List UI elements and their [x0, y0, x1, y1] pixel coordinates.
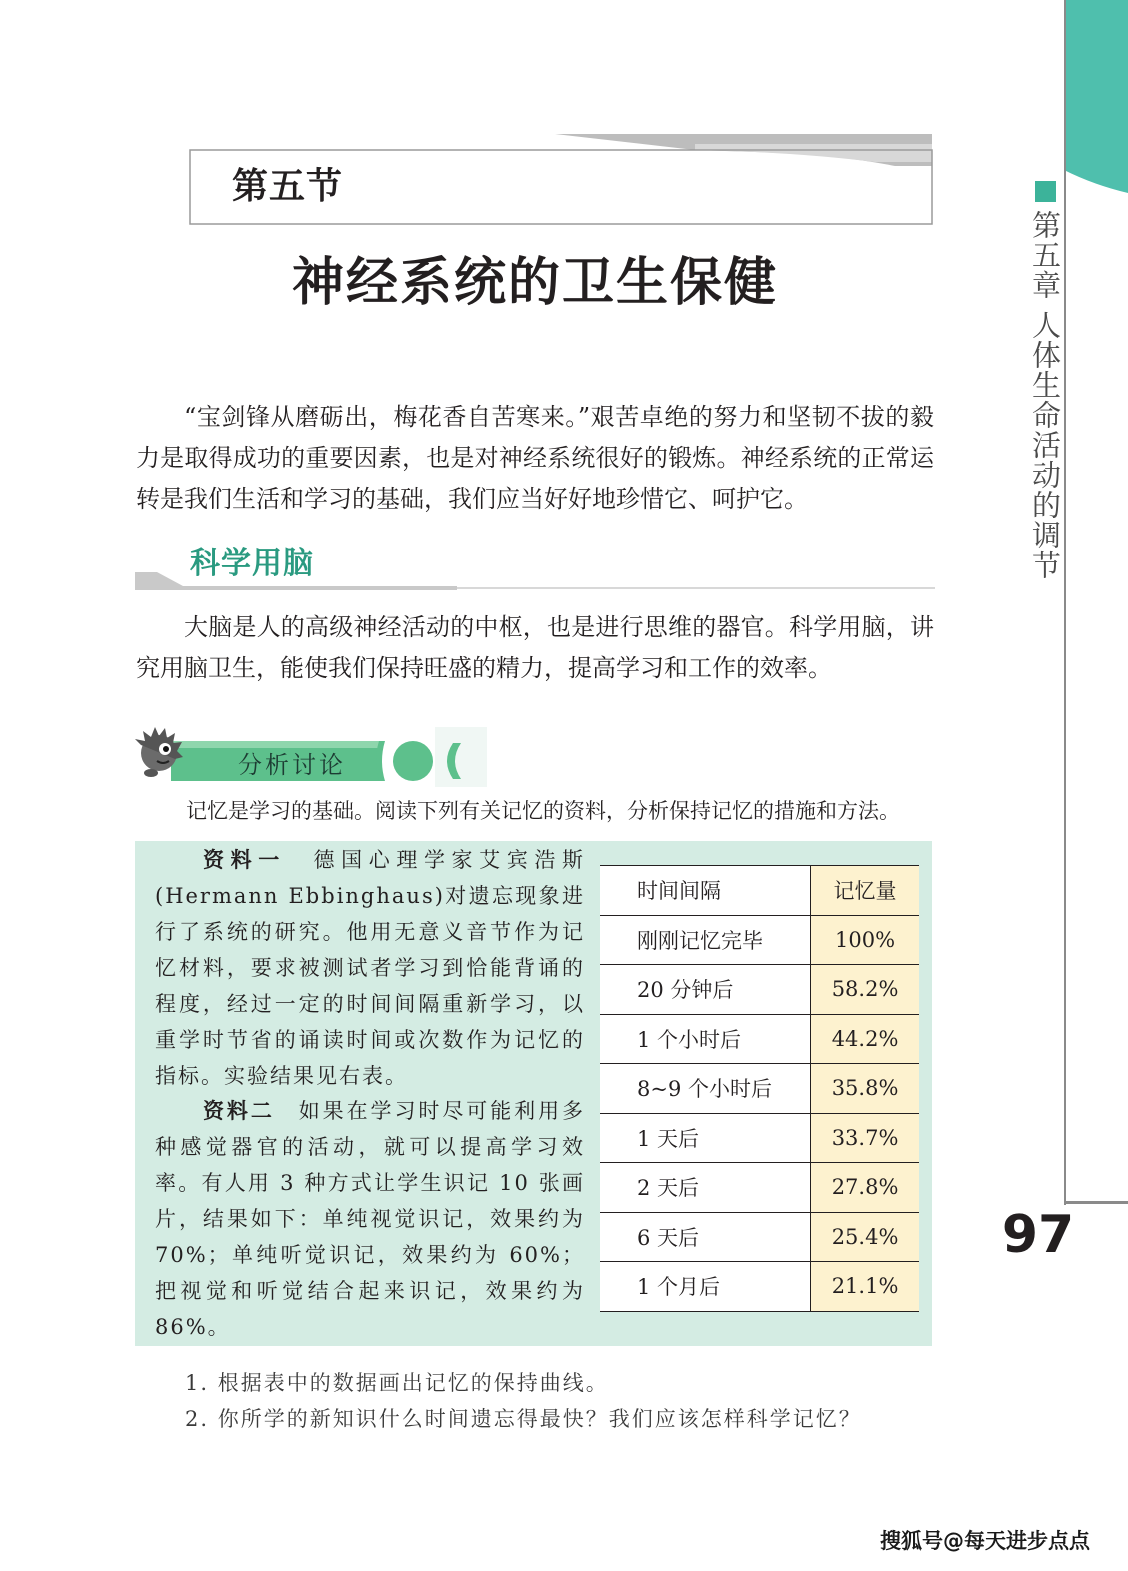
table-row — [600, 1064, 919, 1114]
retention-cell: 33.7% — [811, 1113, 919, 1163]
material-one-lead: 资料一 — [203, 847, 286, 872]
table-row — [600, 1113, 919, 1163]
interval-cell: 20 分钟后 — [600, 965, 811, 1015]
material-two-lead: 资料二 — [203, 1098, 275, 1123]
table-row — [600, 965, 919, 1015]
retention-cell: 100% — [811, 915, 919, 965]
subheading-science-brain: 科学用脑 — [190, 546, 314, 581]
retention-cell: 21.1% — [811, 1262, 919, 1312]
material-one-text: 德国心理学家艾宾浩斯(Hermann Ebbinghaus)对遗忘现象进行了系统的研究。他用无意义音节作为记忆材料，要求被测试者学习到恰能背诵的程度，经过一定的时间间隔重新学习，以重学时节省的诵读时间或次数作为记忆的指标。实验结果见右表。 — [155, 848, 586, 1088]
science-brain-paragraph: 大脑是人的高级神经活动的中枢，也是进行思维的器官。科学用脑，讲究用脑卫生，能使我们保持旺盛的精力，提高学习和工作的效率。 — [136, 613, 934, 682]
page-number: 97 — [1001, 1205, 1075, 1265]
question-1: 1. 根据表中的数据画出记忆的保持曲线。 — [185, 1371, 609, 1395]
retention-cell: 35.8% — [811, 1064, 919, 1114]
interval-cell: 2 天后 — [600, 1163, 811, 1213]
interval-cell: 8~9 个小时后 — [600, 1064, 811, 1114]
retention-cell: 27.8% — [811, 1163, 919, 1213]
retention-cell: 44.2% — [811, 1014, 919, 1064]
discussion-badge-label: 分析讨论 — [238, 751, 346, 779]
interval-cell: 刚刚记忆完毕 — [600, 915, 811, 965]
table-row — [600, 1163, 919, 1213]
material-two — [155, 1093, 585, 1345]
table-row — [600, 1262, 919, 1312]
discussion-intro: 记忆是学习的基础。阅读下列有关记忆的资料，分析保持记忆的措施和方法。 — [186, 799, 900, 823]
table-row — [600, 1014, 919, 1064]
intro-paragraph: “宝剑锋从磨砺出，梅花香自苦寒来。”艰苦卓绝的努力和坚韧不拔的毅力是取得成功的重要因素，也是对神经系统很好的锻炼。神经系统的正常运转是我们生活和学习的基础，我们应当好好地珍惜它、呵护它。 — [136, 403, 934, 513]
section-title: 神经系统的卫生保健 — [291, 253, 778, 313]
page-number-rule — [1064, 1201, 1128, 1204]
chapter-side-tab — [1064, 0, 1128, 1205]
retention-cell: 25.4% — [811, 1212, 919, 1262]
interval-cell: 1 个小时后 — [600, 1014, 811, 1064]
chapter-title-vertical: 第五章 人体生命活动的调节 — [1028, 210, 1062, 581]
table-header-retention: 记忆量 — [811, 866, 919, 916]
table-header-row — [600, 866, 919, 916]
question-2: 2. 你所学的新知识什么时间遗忘得最快？我们应该怎样科学记忆？ — [185, 1407, 862, 1431]
chapter-marker-square — [1035, 181, 1056, 202]
interval-cell: 1 天后 — [600, 1113, 811, 1163]
table-row — [600, 915, 919, 965]
memory-retention-table — [600, 865, 919, 1312]
interval-cell: 1 个月后 — [600, 1262, 811, 1312]
table-row — [600, 1212, 919, 1262]
section-number: 第五节 — [232, 166, 344, 207]
watermark: 搜狐号@每天进步点点 — [880, 1529, 1090, 1553]
retention-cell: 58.2% — [811, 965, 919, 1015]
material-one — [155, 842, 585, 1094]
table-header-interval: 时间间隔 — [600, 866, 811, 916]
material-two-text: 如果在学习时尽可能利用多种感觉器官的活动，就可以提高学习效率。有人用 3 种方式让学生识记 10 张画片，结果如下：单纯视觉识记，效果约为 70%；单纯听觉识记，效果约为 60%；把视觉和听觉结合起来识记，效果约为 86%。 — [155, 1099, 586, 1339]
interval-cell: 6 天后 — [600, 1212, 811, 1262]
